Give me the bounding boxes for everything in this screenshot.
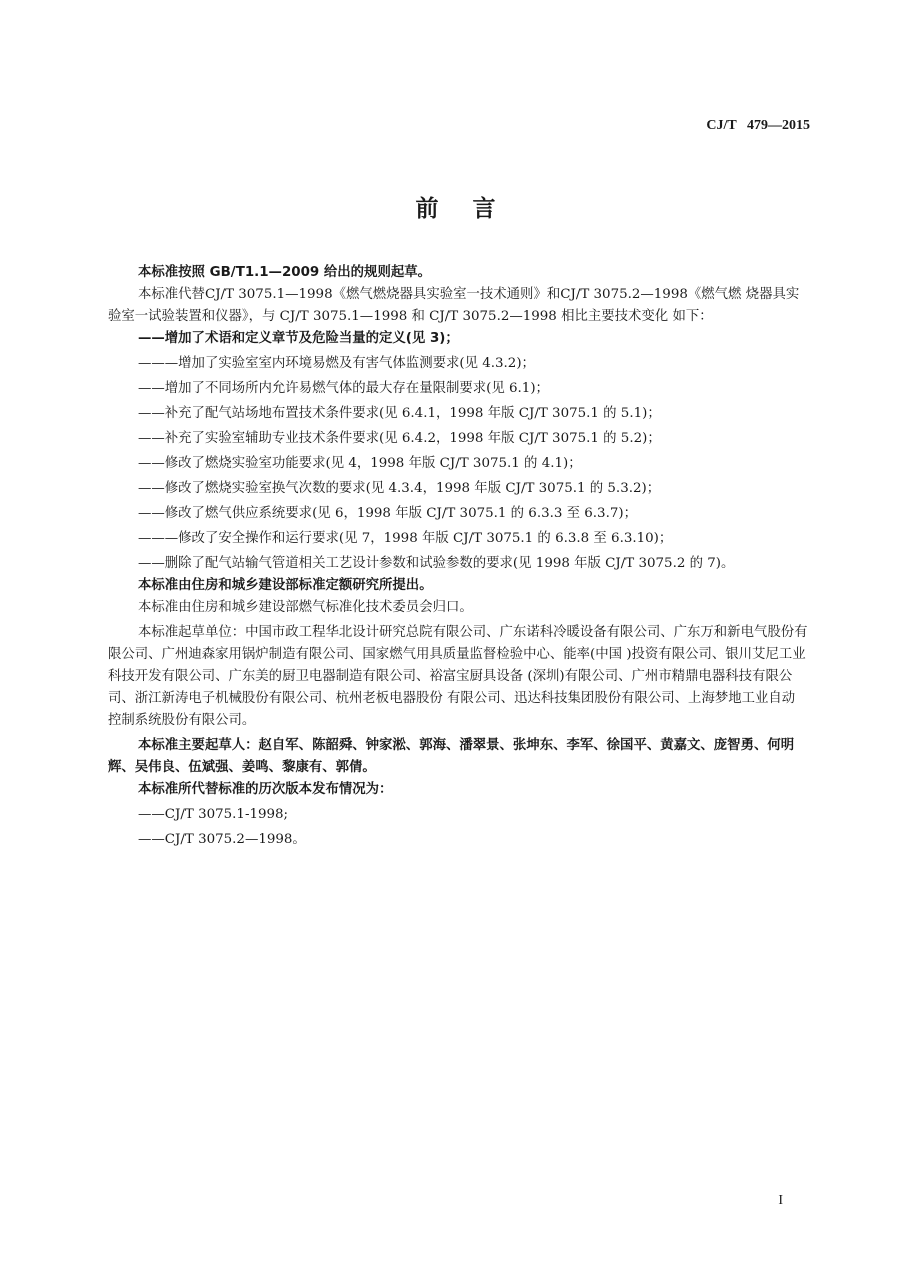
change-item: ——修改了燃烧实验室换气次数的要求(见 4.3.4，1998 年版 CJ/T 3075.1 的 5.3.2)； — [138, 481, 661, 496]
proposed-by-paragraph: 本标准由住房和城乡建设部标准定额研究所提出。 — [138, 578, 433, 593]
change-item: ——修改了燃气供应系统要求(见 6，1998 年版 CJ/T 3075.1 的 6.3.3 至 6.3.7)； — [138, 506, 637, 521]
replaces-paragraph: 本标准代替CJ/T 3075.1—1998《燃气燃烧器具实验室一技术通则》和CJ/T 3075.2—1998《燃气燃 烧器具实验室一试验装置和仪器》，与 CJ/T 3075.1—1998 和 CJ/T 3075.2—1998 相比主要技术变化 如下： — [108, 287, 800, 324]
standard-code: CJ/T 479—2015 — [706, 118, 810, 133]
drafting-rule-paragraph: 本标准按照 GB/T1.1—2009 给出的规则起草。 — [138, 265, 432, 280]
change-item: ——增加了术语和定义章节及危险当量的定义(见 3)； — [138, 331, 459, 346]
document-body — [108, 262, 808, 851]
history-intro-paragraph: 本标准所代替标准的历次版本发布情况为： — [138, 782, 393, 797]
change-item: ——增加了不同场所内允许易燃气体的最大存在量限制要求(见 6.1)； — [138, 381, 549, 396]
change-item: ——补充了实验室辅助专业技术条件要求(见 6.4.2，1998 年版 CJ/T 3075.1 的 5.2)； — [138, 431, 661, 446]
drafting-units-paragraph: 本标准起草单位：中国市政工程华北设计研究总院有限公司、广东诺科冷暖设备有限公司、广东万和新电气股份有限公司、广州迪森家用锅炉制造有限公司、国家燃气用具质量监督检验中心、能率(中国 )投资有限公司、银川艾尼工业科技开发有限公司、广东美的厨卫电器制造有限公司、裕富宝厨具设备 (深圳)有限公司、广州市精鼎电器科技有限公司、浙江新涛电子机械股份有限公司、杭州老板电器股份 有限公司、迅达科技集团股份有限公司、上海梦地工业自动控制系统股份有限公司。 — [108, 625, 808, 728]
change-item: ———增加了实验室室内环境易燃及有害气体监测要求(见 4.3.2)； — [138, 356, 535, 371]
history-item: ——CJ/T 3075.2—1998。 — [138, 832, 306, 847]
change-item: ——补充了配气站场地布置技术条件要求(见 6.4.1，1998 年版 CJ/T 3075.1 的 5.1)； — [138, 406, 661, 421]
page-title: 前言 — [415, 196, 530, 222]
history-item: ——CJ/T 3075.1-1998; — [138, 807, 289, 822]
change-item: ———修改了安全操作和运行要求(见 7，1998 年版 CJ/T 3075.1 的 6.3.8 至 6.3.10)； — [138, 531, 673, 546]
change-item: ——修改了燃烧实验室功能要求(见 4，1998 年版 CJ/T 3075.1 的 4.1)； — [138, 456, 582, 471]
drafters-paragraph: 本标准主要起草人：赵自军、陈韶舜、钟家淞、郭海、潘翠景、张坤东、李军、徐国平、黄嘉文、庞智勇、何明辉、吴伟良、伍斌强、姜鸣、黎康有、郭倩。 — [108, 738, 795, 775]
page-number: I — [778, 1193, 783, 1208]
change-item: ——删除了配气站输气管道相关工艺设计参数和试验参数的要求(见 1998 年版 CJ/T 3075.2 的 7)。 — [138, 556, 735, 571]
managed-by-paragraph: 本标准由住房和城乡建设部燃气标准化技术委员会归口。 — [138, 600, 473, 615]
